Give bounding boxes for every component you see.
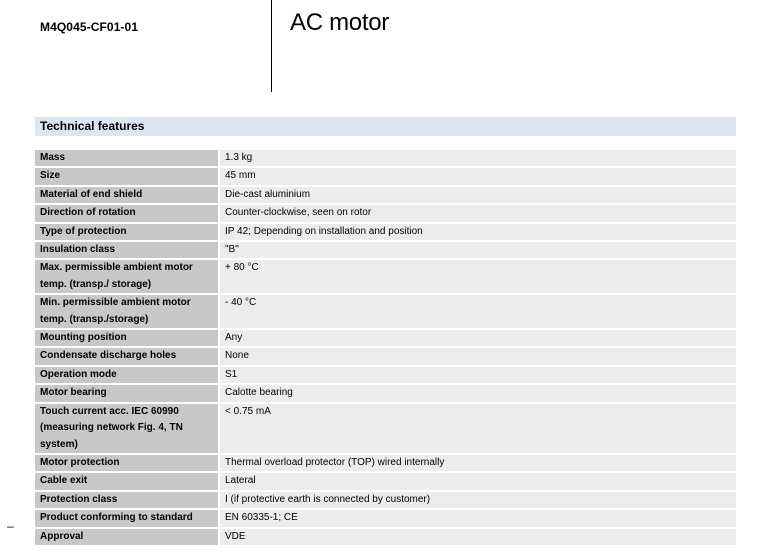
feature-label: Motor bearing — [35, 384, 219, 402]
feature-label: Operation mode — [35, 366, 219, 384]
feature-value: S1 — [219, 366, 736, 384]
header-divider — [271, 0, 272, 92]
table-row — [35, 294, 736, 329]
feature-value: - 40 °C — [219, 294, 736, 329]
feature-value: Any — [219, 329, 736, 347]
table-row — [35, 167, 736, 185]
feature-label: Cable exit — [35, 472, 219, 490]
table-row — [35, 454, 736, 472]
feature-value: VDE — [219, 528, 736, 546]
document-title: AC motor — [290, 9, 389, 36]
table-row — [35, 472, 736, 490]
feature-label: Material of end shield — [35, 186, 219, 204]
table-row — [35, 223, 736, 241]
feature-label: Condensate discharge holes — [35, 347, 219, 365]
table-row — [35, 204, 736, 222]
feature-value: Counter-clockwise, seen on rotor — [219, 204, 736, 222]
technical-features-table — [35, 150, 736, 547]
feature-value: IP 42; Depending on installation and position — [219, 223, 736, 241]
table-row — [35, 329, 736, 347]
feature-value: + 80 °C — [219, 259, 736, 294]
table-row — [35, 528, 736, 546]
feature-label: Type of protection — [35, 223, 219, 241]
feature-label: Insulation class — [35, 241, 219, 259]
feature-value: EN 60335-1; CE — [219, 509, 736, 527]
table-row — [35, 509, 736, 527]
table-row — [35, 241, 736, 259]
table-row — [35, 347, 736, 365]
feature-value: None — [219, 347, 736, 365]
feature-label: Touch current acc. IEC 60990 (measuring network Fig. 4, TN system) — [35, 403, 219, 454]
feature-value: "B" — [219, 241, 736, 259]
feature-label: Protection class — [35, 491, 219, 509]
table-row — [35, 150, 736, 167]
table-row — [35, 384, 736, 402]
feature-value: Calotte bearing — [219, 384, 736, 402]
feature-label: Size — [35, 167, 219, 185]
feature-value: Thermal overload protector (TOP) wired internally — [219, 454, 736, 472]
feature-label: Product conforming to standard — [35, 509, 219, 527]
table-row — [35, 403, 736, 454]
table-row — [35, 366, 736, 384]
feature-label: Mass — [35, 150, 219, 167]
feature-value: < 0.75 mA — [219, 403, 736, 454]
feature-label: Min. permissible ambient motor temp. (transp./storage) — [35, 294, 219, 329]
feature-label: Max. permissible ambient motor temp. (transp./ storage) — [35, 259, 219, 294]
feature-value: I (if protective earth is connected by customer) — [219, 491, 736, 509]
table-row — [35, 186, 736, 204]
feature-label: Mounting position — [35, 329, 219, 347]
feature-value: 45 mm — [219, 167, 736, 185]
feature-label: Approval — [35, 528, 219, 546]
section-header-technical-features: Technical features — [35, 117, 736, 136]
feature-label: Motor protection — [35, 454, 219, 472]
feature-value: Die-cast aluminium — [219, 186, 736, 204]
document-code: M4Q045-CF01-01 — [40, 20, 139, 34]
feature-value: 1.3 kg — [219, 150, 736, 167]
feature-label: Direction of rotation — [35, 204, 219, 222]
table-row — [35, 491, 736, 509]
margin-mark: – — [7, 519, 14, 533]
feature-value: Lateral — [219, 472, 736, 490]
table-row — [35, 259, 736, 294]
